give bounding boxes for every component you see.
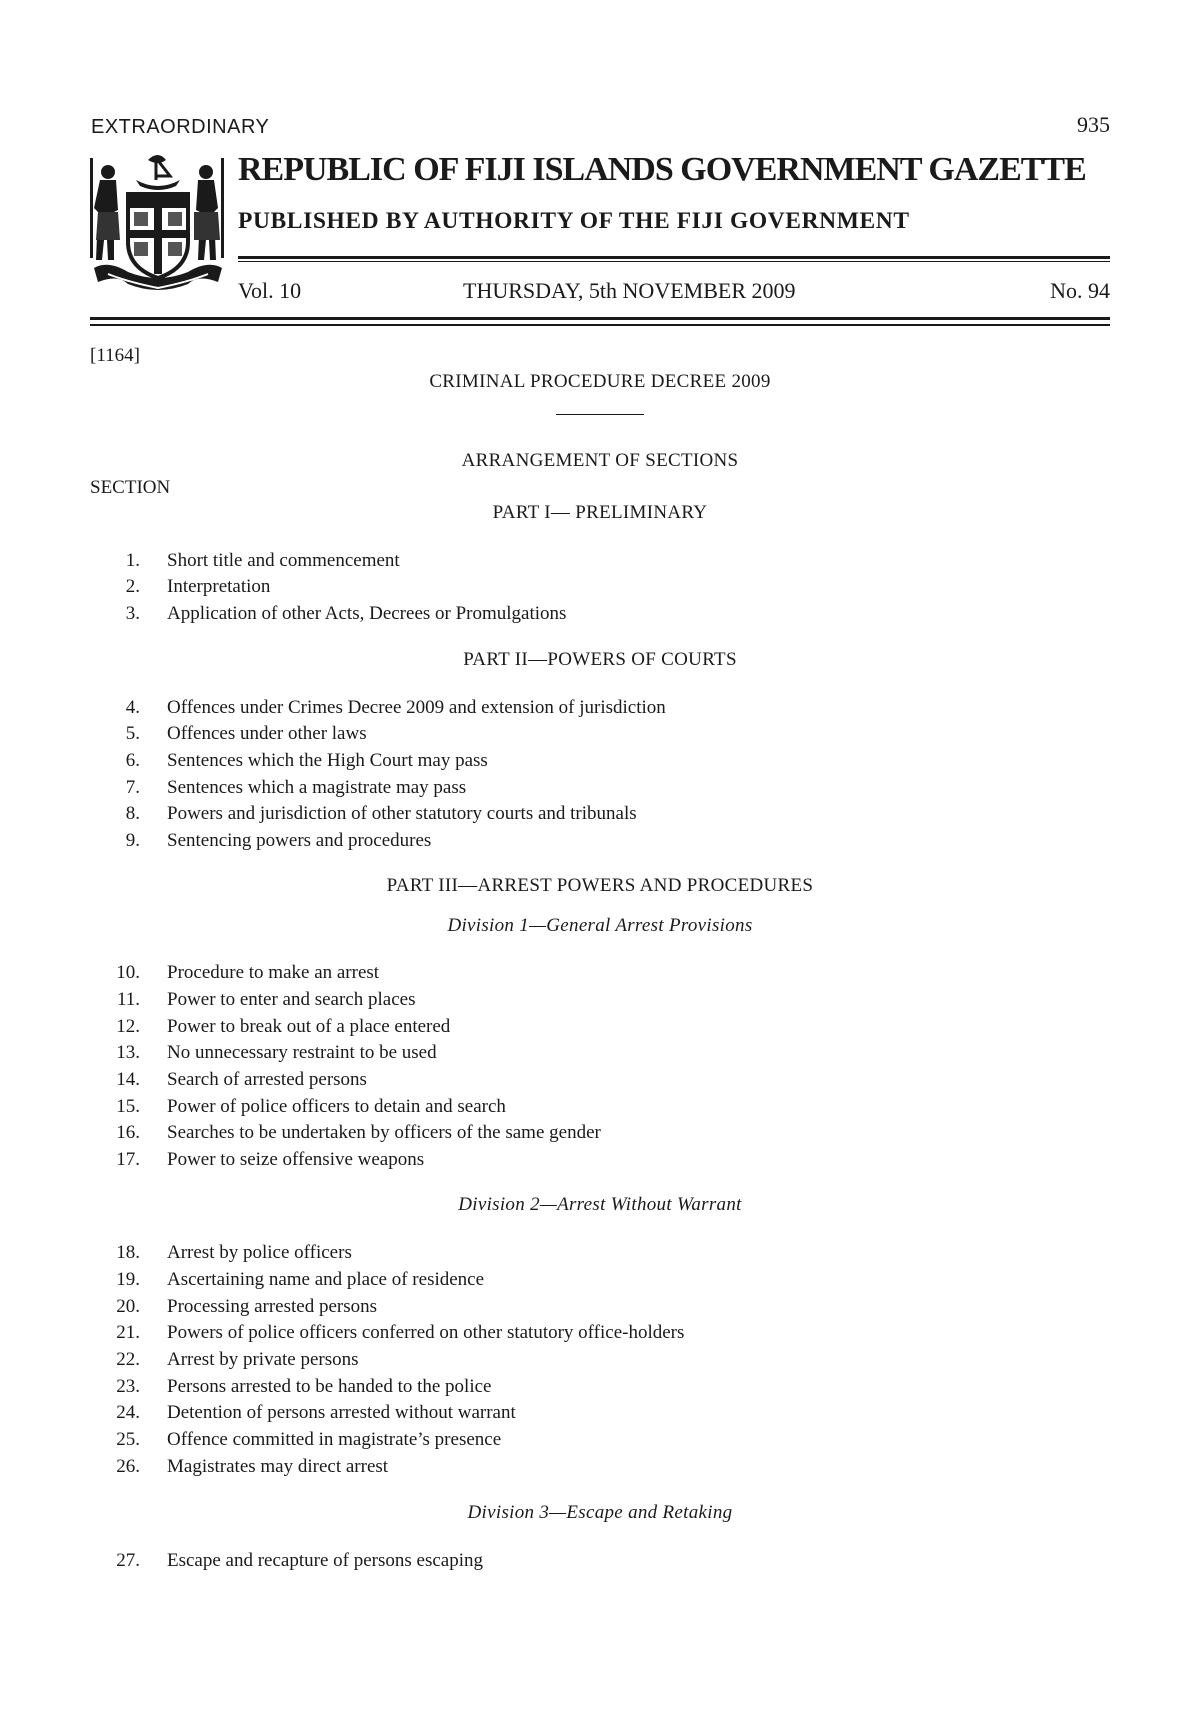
header-divider	[238, 261, 1110, 262]
arrangement-heading: ARRANGEMENT OF SECTIONS	[461, 450, 739, 471]
section-title: Search of arrested persons	[167, 1069, 367, 1090]
section-number: 26.	[116, 1456, 140, 1477]
part-heading: PART II—POWERS OF COURTS	[463, 649, 737, 670]
division-heading: Division 2—Arrest Without Warrant	[458, 1194, 742, 1215]
section-title: Powers and jurisdiction of other statutory courts and tribunals	[167, 803, 637, 824]
section-title: Offences under Crimes Decree 2009 and extension of jurisdiction	[167, 697, 666, 718]
list-item	[90, 1402, 516, 1426]
list-item	[90, 697, 666, 721]
section-number: 10.	[116, 962, 140, 983]
section-title: Ascertaining name and place of residence	[167, 1269, 485, 1290]
section-number: 15.	[116, 1096, 140, 1117]
section-title: Application of other Acts, Decrees or Promulgations	[167, 603, 567, 624]
section-number: 7.	[125, 777, 140, 798]
list-item	[90, 1550, 483, 1574]
section-title: Offence committed in magistrate’s presence	[167, 1429, 502, 1450]
section-title: Power to break out of a place entered	[167, 1016, 451, 1037]
section-title: Procedure to make an arrest	[167, 962, 380, 983]
section-title: Arrest by private persons	[167, 1349, 359, 1370]
section-number: 27.	[116, 1550, 140, 1571]
gazette-title: REPUBLIC OF FIJI ISLANDS GOVERNMENT GAZETTE	[238, 151, 1086, 188]
section-number: 24.	[116, 1402, 140, 1423]
section-title: Interpretation	[167, 576, 271, 597]
header-divider	[238, 256, 1110, 259]
section-title: Power to seize offensive weapons	[167, 1149, 425, 1170]
section-title: Offences under other laws	[167, 723, 367, 744]
issue-info-line	[238, 278, 1110, 306]
volume-label: Vol. 10	[238, 278, 302, 303]
list-item	[90, 1376, 492, 1400]
title-underline	[556, 414, 644, 415]
list-item	[90, 1016, 451, 1040]
section-title: Detention of persons arrested without warrant	[167, 1402, 516, 1423]
section-title: No unnecessary restraint to be used	[167, 1042, 437, 1063]
list-item	[90, 989, 416, 1013]
list-item	[90, 1349, 359, 1373]
section-title: Escape and recapture of persons escaping	[167, 1550, 483, 1571]
section-title: Short title and commencement	[167, 550, 400, 571]
list-item	[90, 750, 488, 774]
section-number: 16.	[116, 1122, 140, 1143]
list-item	[90, 1322, 685, 1346]
list-item	[90, 1149, 425, 1173]
list-item	[90, 576, 271, 600]
list-item	[90, 830, 432, 854]
section-title: Arrest by police officers	[167, 1242, 352, 1263]
list-item	[90, 1042, 437, 1066]
section-title: Sentencing powers and procedures	[167, 830, 432, 851]
section-number: 4.	[125, 697, 140, 718]
section-number: 20.	[116, 1296, 140, 1317]
list-item	[90, 1296, 378, 1320]
section-number: 9.	[125, 830, 140, 851]
division-heading: Division 3—Escape and Retaking	[467, 1502, 733, 1523]
section-title: Processing arrested persons	[167, 1296, 378, 1317]
section-title: Power to enter and search places	[167, 989, 416, 1010]
division-heading: Division 1—General Arrest Provisions	[447, 915, 753, 936]
header-bottom-rule	[90, 317, 1110, 320]
section-number: 25.	[116, 1429, 140, 1450]
list-item	[90, 803, 637, 827]
section-title: Sentences which a magistrate may pass	[167, 777, 467, 798]
list-item	[90, 1069, 367, 1093]
list-item	[90, 603, 567, 627]
issue-number: No. 94	[1050, 278, 1110, 303]
section-number: 22.	[116, 1349, 140, 1370]
list-item	[90, 777, 467, 801]
section-number: 14.	[116, 1069, 140, 1090]
section-number: 11.	[116, 989, 140, 1010]
section-number: 23.	[116, 1376, 140, 1397]
list-item	[90, 1269, 485, 1293]
section-title: Sentences which the High Court may pass	[167, 750, 488, 771]
section-title: Searches to be undertaken by officers of the same gender	[167, 1122, 601, 1143]
section-title: Persons arrested to be handed to the police	[167, 1376, 492, 1397]
coat-of-arms-icon	[88, 150, 228, 300]
header-bottom-rule	[90, 324, 1110, 326]
section-number: 18.	[116, 1242, 140, 1263]
section-number: 19.	[116, 1269, 140, 1290]
section-number: 6.	[125, 750, 140, 771]
edition-label: EXTRAORDINARY	[91, 116, 270, 138]
section-number: 2.	[125, 576, 140, 597]
list-item	[90, 1429, 502, 1453]
section-title: Powers of police officers conferred on other statutory office-holders	[167, 1322, 685, 1343]
section-title: Power of police officers to detain and search	[167, 1096, 506, 1117]
section-number: 8.	[125, 803, 140, 824]
part-heading: PART I— PRELIMINARY	[492, 502, 708, 523]
notice-reference: [1164]	[90, 345, 140, 366]
section-number: 21.	[116, 1322, 140, 1343]
part-heading: PART III—ARREST POWERS AND PROCEDURES	[386, 875, 814, 896]
decree-title: CRIMINAL PROCEDURE DECREE 2009	[429, 371, 771, 392]
section-number: 13.	[116, 1042, 140, 1063]
issue-date: THURSDAY, 5th NOVEMBER 2009	[463, 278, 796, 303]
list-item	[90, 723, 367, 747]
page-number: 935	[1077, 112, 1110, 137]
list-item	[90, 1122, 601, 1146]
section-number: 3.	[125, 603, 140, 624]
section-number: 17.	[116, 1149, 140, 1170]
section-column-label: SECTION	[90, 477, 171, 498]
gazette-subtitle: PUBLISHED BY AUTHORITY OF THE FIJI GOVERNMENT	[238, 208, 910, 234]
section-number: 12.	[116, 1016, 140, 1037]
list-item	[90, 1456, 389, 1480]
list-item	[90, 1242, 352, 1266]
section-number: 1.	[125, 550, 140, 571]
list-item	[90, 962, 380, 986]
section-number: 5.	[125, 723, 140, 744]
list-item	[90, 550, 400, 574]
section-title: Magistrates may direct arrest	[167, 1456, 389, 1477]
list-item	[90, 1096, 506, 1120]
